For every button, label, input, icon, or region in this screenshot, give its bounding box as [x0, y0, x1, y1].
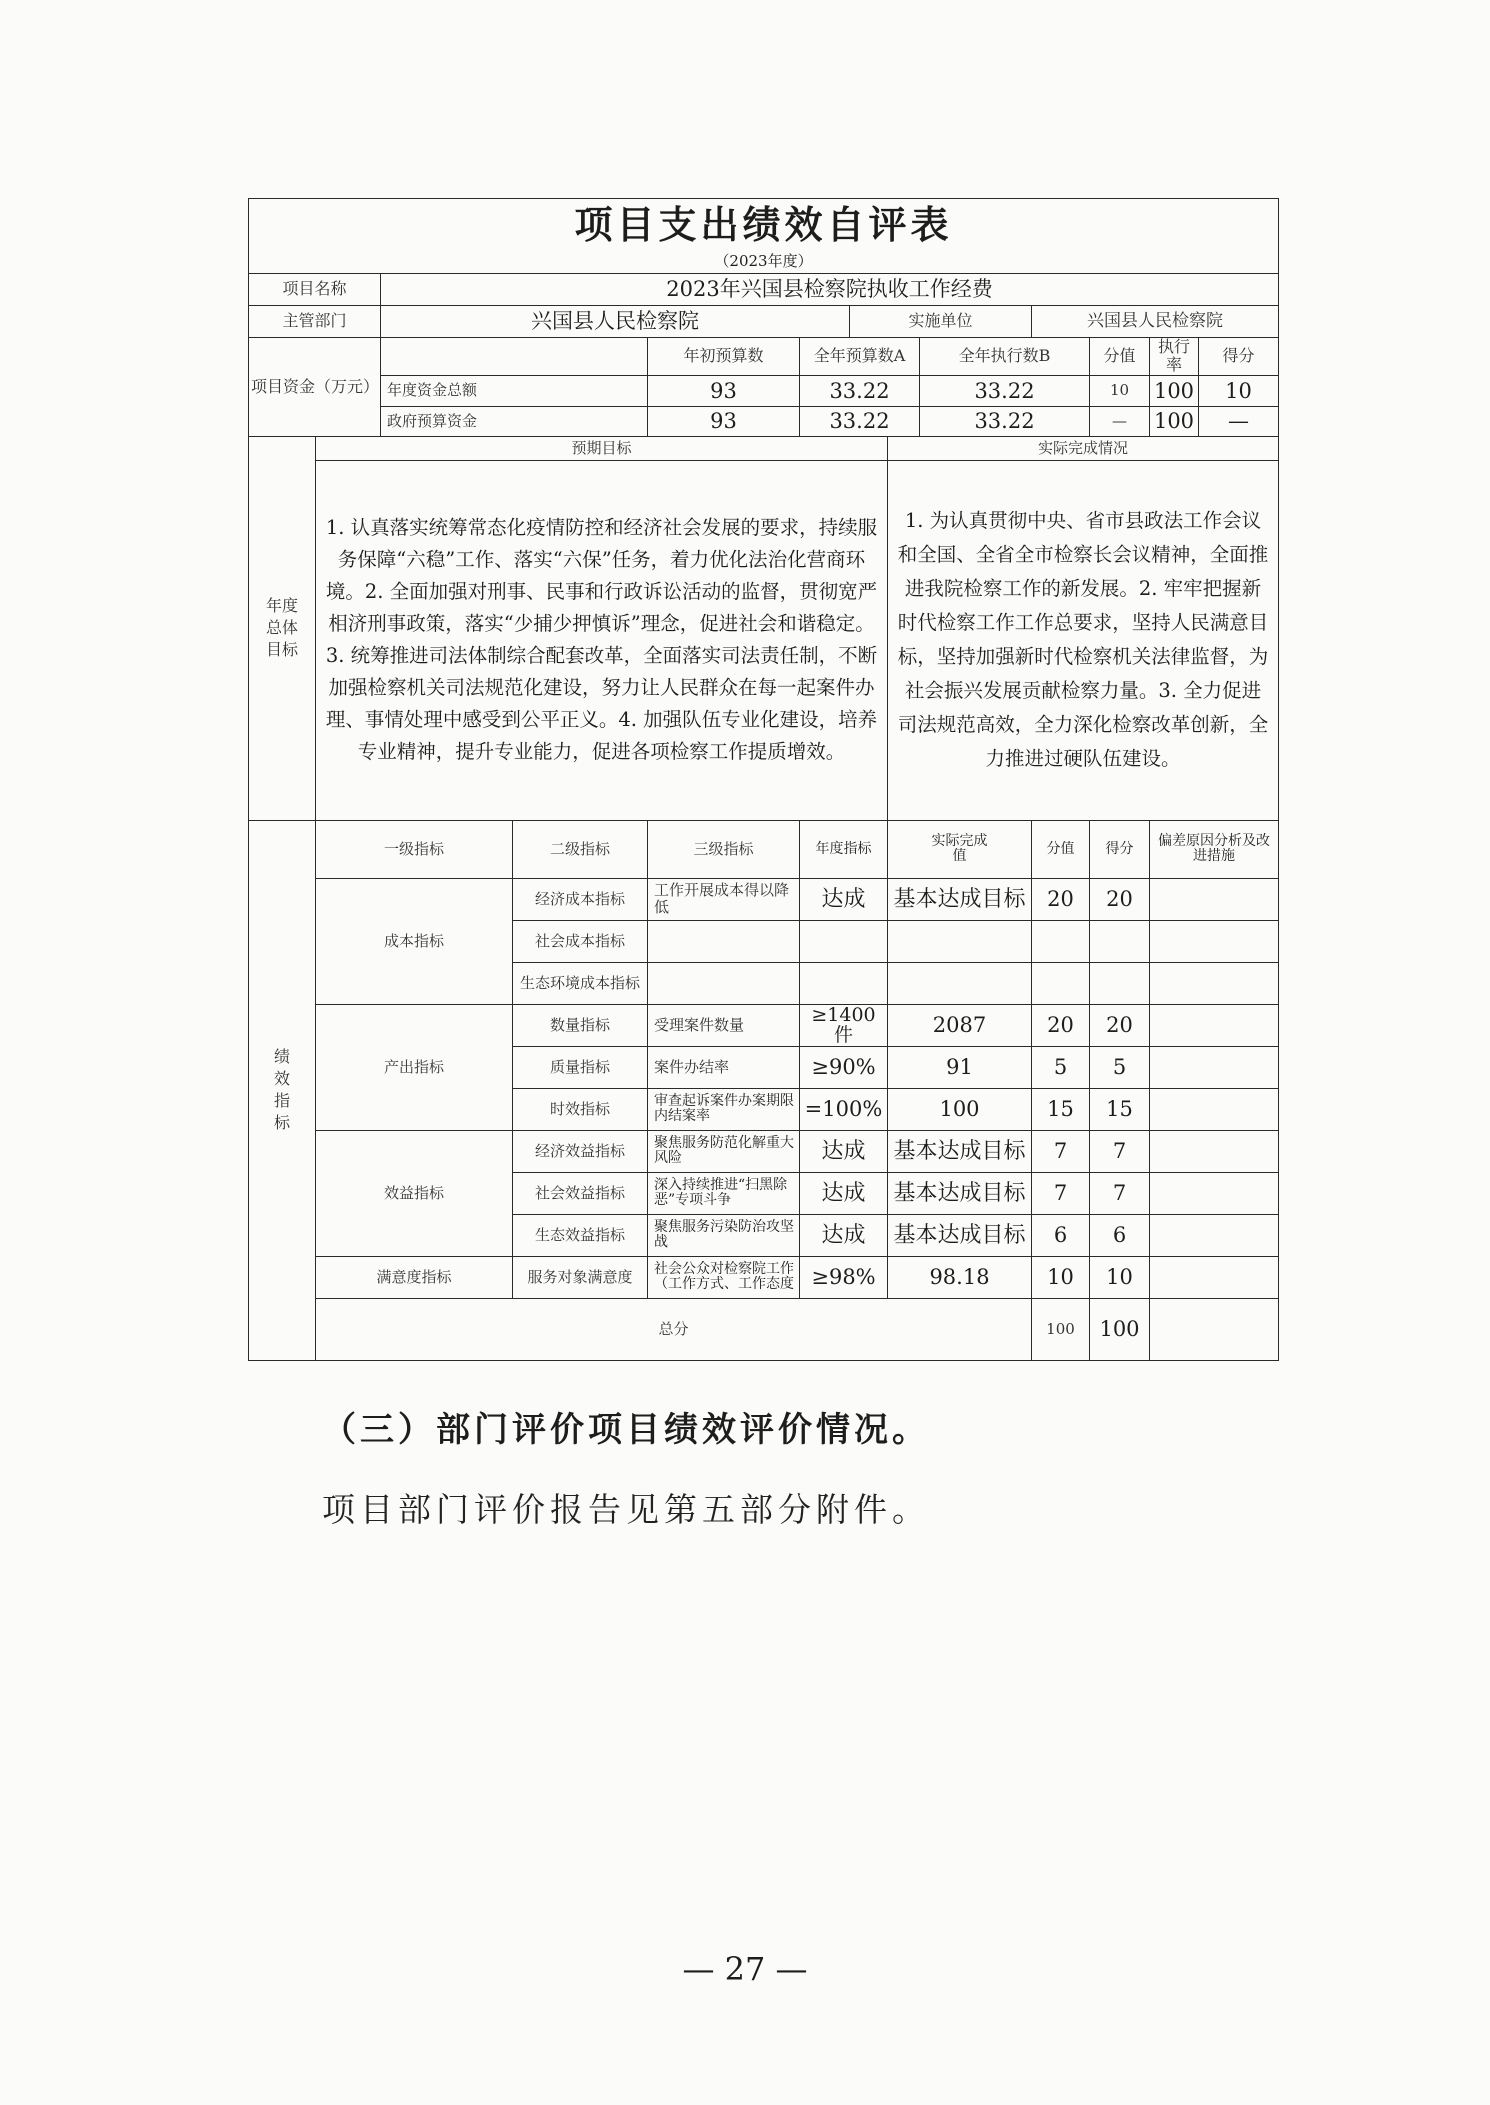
funds-initial: 93 [648, 406, 800, 436]
project-name: 2023年兴国县检察院执收工作经费 [381, 274, 1279, 306]
perf-header-score: 得分 [1090, 820, 1150, 878]
perf-deviation [1150, 1130, 1279, 1172]
performance-self-evaluation-table [248, 198, 1279, 1361]
project-name-label: 项目名称 [249, 274, 381, 306]
funds-header-score: 得分 [1199, 338, 1279, 376]
perf-actual: 91 [888, 1046, 1032, 1088]
perf-level3: 审查起诉案件办案期限内结案率 [648, 1088, 800, 1130]
perf-level3: 深入持续推进“扫黑除恶”专项斗争 [648, 1172, 800, 1214]
perf-score [1090, 920, 1150, 962]
perf-score: 6 [1090, 1214, 1150, 1256]
funds-initial: 93 [648, 375, 800, 406]
funds-header-initial: 年初预算数 [648, 338, 800, 376]
funds-row [249, 375, 1279, 406]
perf-weight: 5 [1032, 1046, 1090, 1088]
table-row [249, 1130, 1279, 1172]
funds-label: 项目资金（万元） [249, 338, 381, 437]
perf-level3: 聚焦服务污染防治攻坚战 [648, 1214, 800, 1256]
perf-target: 达成 [800, 1214, 888, 1256]
funds-score-value: — [1090, 406, 1150, 436]
perf-header-level2: 二级指标 [513, 820, 648, 878]
perf-target: ≥98% [800, 1256, 888, 1298]
perf-level2: 数量指标 [513, 1004, 648, 1046]
perf-target: 达成 [800, 1130, 888, 1172]
perf-deviation [1150, 1046, 1279, 1088]
perf-weight [1032, 920, 1090, 962]
perf-deviation [1150, 1088, 1279, 1130]
perf-actual: 100 [888, 1088, 1032, 1130]
funds-executed: 33.22 [920, 375, 1090, 406]
perf-level3 [648, 920, 800, 962]
perf-target: =100% [800, 1088, 888, 1130]
perf-weight [1032, 962, 1090, 1004]
perf-level2: 社会效益指标 [513, 1172, 648, 1214]
perf-level2: 生态环境成本指标 [513, 962, 648, 1004]
perf-deviation [1150, 1256, 1279, 1298]
perf-target [800, 962, 888, 1004]
perf-score: 5 [1090, 1046, 1150, 1088]
perf-target: ≥90% [800, 1046, 888, 1088]
perf-level3 [648, 962, 800, 1004]
funds-annual: 33.22 [800, 406, 920, 436]
funds-row-label: 政府预算资金 [381, 406, 648, 436]
funds-header-annual: 全年预算数A [800, 338, 920, 376]
impl-unit-name: 兴国县人民检察院 [1032, 306, 1279, 338]
perf-score: 15 [1090, 1088, 1150, 1130]
table-row [249, 878, 1279, 920]
perf-actual: 基本达成目标 [888, 1172, 1032, 1214]
perf-score: 7 [1090, 1130, 1150, 1172]
funds-score: 10 [1199, 375, 1279, 406]
perf-level2: 时效指标 [513, 1088, 648, 1130]
performance-table-wrap [248, 198, 1278, 1361]
perf-level2: 服务对象满意度 [513, 1256, 648, 1298]
perf-actual: 基本达成目标 [888, 1130, 1032, 1172]
perf-deviation [1150, 1004, 1279, 1046]
page-number: — 27 — [682, 1950, 808, 1988]
perf-header-level1: 一级指标 [316, 820, 513, 878]
perf-score: 7 [1090, 1172, 1150, 1214]
perf-weight: 20 [1032, 1004, 1090, 1046]
funds-rate: 100 [1150, 406, 1199, 436]
perf-weight: 15 [1032, 1088, 1090, 1130]
perf-header-deviation: 偏差原因分析及改进措施 [1150, 820, 1279, 878]
funds-score-value: 10 [1090, 375, 1150, 406]
perf-actual [888, 920, 1032, 962]
perf-level3: 工作开展成本得以降低 [648, 878, 800, 920]
expected-goal-label: 预期目标 [316, 436, 888, 460]
perf-level1: 产出指标 [316, 1004, 513, 1130]
annual-goal-label: 年度总体目标 [249, 436, 316, 820]
perf-score: 10 [1090, 1256, 1150, 1298]
perf-level1: 成本指标 [316, 878, 513, 1004]
perf-target: ≥1400件 [800, 1004, 888, 1046]
perf-level3: 案件办结率 [648, 1046, 800, 1088]
perf-deviation [1150, 1214, 1279, 1256]
actual-goal-label: 实际完成情况 [888, 436, 1279, 460]
impl-unit-label: 实施单位 [850, 306, 1032, 338]
total-row [249, 1298, 1279, 1360]
perf-target [800, 920, 888, 962]
funds-row-label: 年度资金总额 [381, 375, 648, 406]
perf-level1: 满意度指标 [316, 1256, 513, 1298]
perf-deviation [1150, 1172, 1279, 1214]
perf-weight: 7 [1032, 1172, 1090, 1214]
funds-executed: 33.22 [920, 406, 1090, 436]
total-weight: 100 [1032, 1298, 1090, 1360]
perf-deviation [1150, 962, 1279, 1004]
perf-level2: 经济效益指标 [513, 1130, 648, 1172]
perf-level2: 经济成本指标 [513, 878, 648, 920]
perf-level2: 生态效益指标 [513, 1214, 648, 1256]
perf-level3: 受理案件数量 [648, 1004, 800, 1046]
perf-actual: 2087 [888, 1004, 1032, 1046]
dept-name: 兴国县人民检察院 [381, 306, 850, 338]
table-row [249, 1256, 1279, 1298]
perf-level2: 社会成本指标 [513, 920, 648, 962]
funds-annual: 33.22 [800, 375, 920, 406]
perf-weight: 6 [1032, 1214, 1090, 1256]
total-deviation [1150, 1298, 1279, 1360]
perf-level1: 效益指标 [316, 1130, 513, 1256]
perf-header-weight: 分值 [1032, 820, 1090, 878]
total-label: 总分 [316, 1298, 1032, 1360]
dept-label: 主管部门 [249, 306, 381, 338]
perf-level3: 社会公众对检察院工作（工作方式、工作态度 [648, 1256, 800, 1298]
perf-level2: 质量指标 [513, 1046, 648, 1088]
section-body: 项目部门评价报告见第五部分附件。 [322, 1490, 930, 1529]
perf-header-actual: 实际完成值 [888, 820, 1032, 878]
perf-score: 20 [1090, 1004, 1150, 1046]
total-score: 100 [1090, 1298, 1150, 1360]
perf-actual: 98.18 [888, 1256, 1032, 1298]
perf-level3: 聚焦服务防范化解重大风险 [648, 1130, 800, 1172]
perf-deviation [1150, 920, 1279, 962]
table-year: （2023年度） [249, 251, 1279, 274]
funds-rate: 100 [1150, 375, 1199, 406]
funds-header-rate: 执行率 [1150, 338, 1199, 376]
section-heading: （三）部门评价项目绩效评价情况。 [322, 1410, 930, 1450]
perf-weight: 10 [1032, 1256, 1090, 1298]
perf-indicators-label: 绩效指标 [249, 820, 316, 1360]
perf-actual [888, 962, 1032, 1004]
perf-score: 20 [1090, 878, 1150, 920]
perf-actual: 基本达成目标 [888, 1214, 1032, 1256]
table-title: 项目支出绩效自评表 [249, 199, 1279, 252]
perf-header-target: 年度指标 [800, 820, 888, 878]
funds-header-blank [381, 338, 648, 376]
perf-weight: 7 [1032, 1130, 1090, 1172]
perf-weight: 20 [1032, 878, 1090, 920]
perf-header-level3: 三级指标 [648, 820, 800, 878]
perf-actual: 基本达成目标 [888, 878, 1032, 920]
expected-goal-text: 1. 认真落实统筹常态化疫情防控和经济社会发展的要求，持续服务保障“六稳”工作、落实“六保”任务，着力优化法治化营商环境。2. 全面加强对刑事、民事和行政诉讼活动的监督，贯彻宽严相济刑事政策，落实“少捕少押慎诉”理念，促进社会和谐稳定。3. 统筹推进司法体制综合配套改革，全面落实司法责任制，不断加强检察机关司法规范化建设，努力让人民群众在每一起案件办理、事情处理中感受到公平正义。4. 加强队伍专业化建设，培养专业精神，提升专业能力，促进各项检察工作提质增效。 [316, 460, 888, 820]
perf-target: 达成 [800, 878, 888, 920]
funds-header-executed: 全年执行数B [920, 338, 1090, 376]
funds-score: — [1199, 406, 1279, 436]
table-row [249, 1004, 1279, 1046]
perf-score [1090, 962, 1150, 1004]
funds-row [249, 406, 1279, 436]
actual-goal-text: 1. 为认真贯彻中央、省市县政法工作会议和全国、全省全市检察长会议精神，全面推进我院检察工作的新发展。2. 牢牢把握新时代检察工作工作总要求，坚持人民满意目标，坚持加强新时代检察机关法律监督，为社会振兴发展贡献检察力量。3. 全力促进司法规范高效，全力深化检察改革创新，全力推进过硬队伍建设。 [888, 460, 1279, 820]
perf-target: 达成 [800, 1172, 888, 1214]
funds-header-score-value: 分值 [1090, 338, 1150, 376]
perf-deviation [1150, 878, 1279, 920]
